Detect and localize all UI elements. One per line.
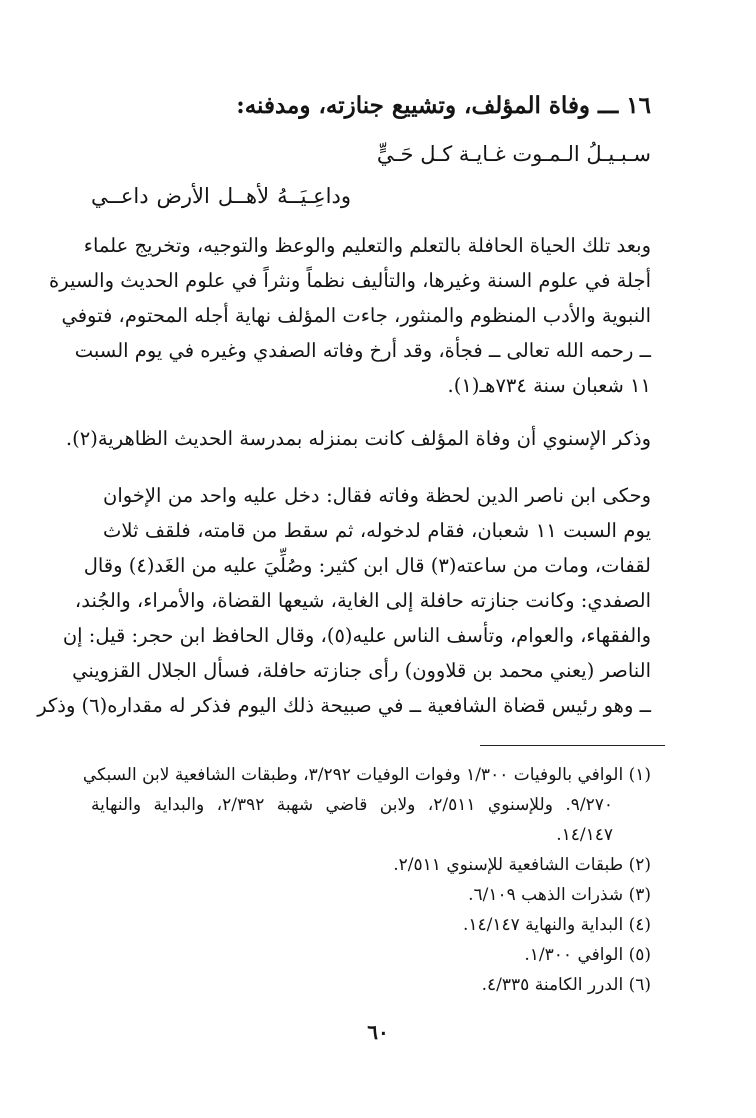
paragraph-death-place <box>65 421 651 456</box>
text-line: وبعد تلك الحياة الحافلة بالتعلم والتعليم والوعظ والتوجيه، وتخريج علماء <box>83 234 651 257</box>
footnote-line: ٩/٢٧٠. وللإسنوي ٢/٥١١، ولابن قاضي شهبة ٢/٣٩٢، والبداية والنهاية <box>91 795 613 815</box>
verse-first-hemistich: سـبـيـلُ الـمـوت غـايـة كـل حَـيٍّ <box>376 142 651 166</box>
verse-word: لأهــل <box>217 184 270 208</box>
footnote-line: (٥) الوافي ١/٣٠٠. <box>524 945 651 965</box>
footnote-line: (٤) البداية والنهاية ١٤/١٤٧. <box>462 915 651 935</box>
section-heading: ١٦ ـــ وفاة المؤلف، وتشييع جنازته، ومدفنه: <box>236 92 651 119</box>
footnote-line: (٦) الدرر الكامنة ٤/٣٣٥. <box>481 975 651 995</box>
text-line: أجلة في علوم السنة وغيرها، والتأليف نظماً ونثراً في علوم الحديث والسيرة <box>48 269 651 292</box>
footnote-line: (٢) طبقات الشافعية للإسنوي ٢/٥١١. <box>393 855 651 875</box>
text-line: لقفات، ومات من ساعته(٣) قال ابن كثير: وصُلِّيَ عليه من الغَد(٤) وقال <box>83 554 651 577</box>
text-line: ــ وهو رئيس قضاة الشافعية ــ في صبيحة ذلك اليوم فذكر له مقداره(٦) وذكر <box>37 694 651 717</box>
footnote-separator <box>480 745 665 746</box>
footnote-line: (١) الوافي بالوفيات ١/٣٠٠ وفوات الوفيات ٣/٢٩٢، وطبقات الشافعية لابن السبكي <box>82 765 651 785</box>
text-line: وحكى ابن ناصر الدين لحظة وفاته فقال: دخل عليه واحد من الإخوان <box>103 484 651 507</box>
page-number: ٦٠ <box>367 1020 389 1044</box>
text-line: ــ رحمه الله تعالى ــ فجأة، وقد أرخ وفاته الصفدي وغيره في يوم السبت <box>74 339 651 362</box>
paragraph-funeral <box>37 478 651 723</box>
footnote-line: (٣) شذرات الذهب ٦/١٠٩. <box>468 885 651 905</box>
text-line: ١١ شعبان سنة ٧٣٤هـ(١). <box>447 374 651 397</box>
footnote-line: ١٤/١٤٧. <box>556 825 613 845</box>
text-line: يوم السبت ١١ شعبان، فقام لدخوله، ثم سقط من قامته، فلقف ثلاث <box>103 519 651 542</box>
text-line: النبوية والأدب المنظوم والمنثور، جاءت المؤلف نهاية أجله المحتوم، فتوفي <box>61 304 651 327</box>
text-line: الناصر (يعني محمد بن قلاوون) رأى جنازته حافلة، فسأل الجلال القزويني <box>72 659 651 682</box>
verse-word: الأرض <box>156 184 210 208</box>
text-line: الصفدي: وكانت جنازته حافلة إلى الغاية، شيعها القضاة، والأمراء، والجُند، <box>74 589 651 612</box>
text-line: وذكر الإسنوي أن وفاة المؤلف كانت بمنزله بمدرسة الحديث الظاهرية(٢). <box>65 427 651 450</box>
footnotes <box>82 760 651 1000</box>
verse-word: داعــي <box>91 184 149 208</box>
verse-second-hemistich <box>91 184 651 208</box>
text-line: والفقهاء، والعوام، وتأسف الناس عليه(٥)، وقال الحافظ ابن حجر: قيل: إن <box>62 624 651 647</box>
verse-word: وداعِـيَــهُ <box>277 184 351 208</box>
paragraph-death-date <box>48 228 651 403</box>
